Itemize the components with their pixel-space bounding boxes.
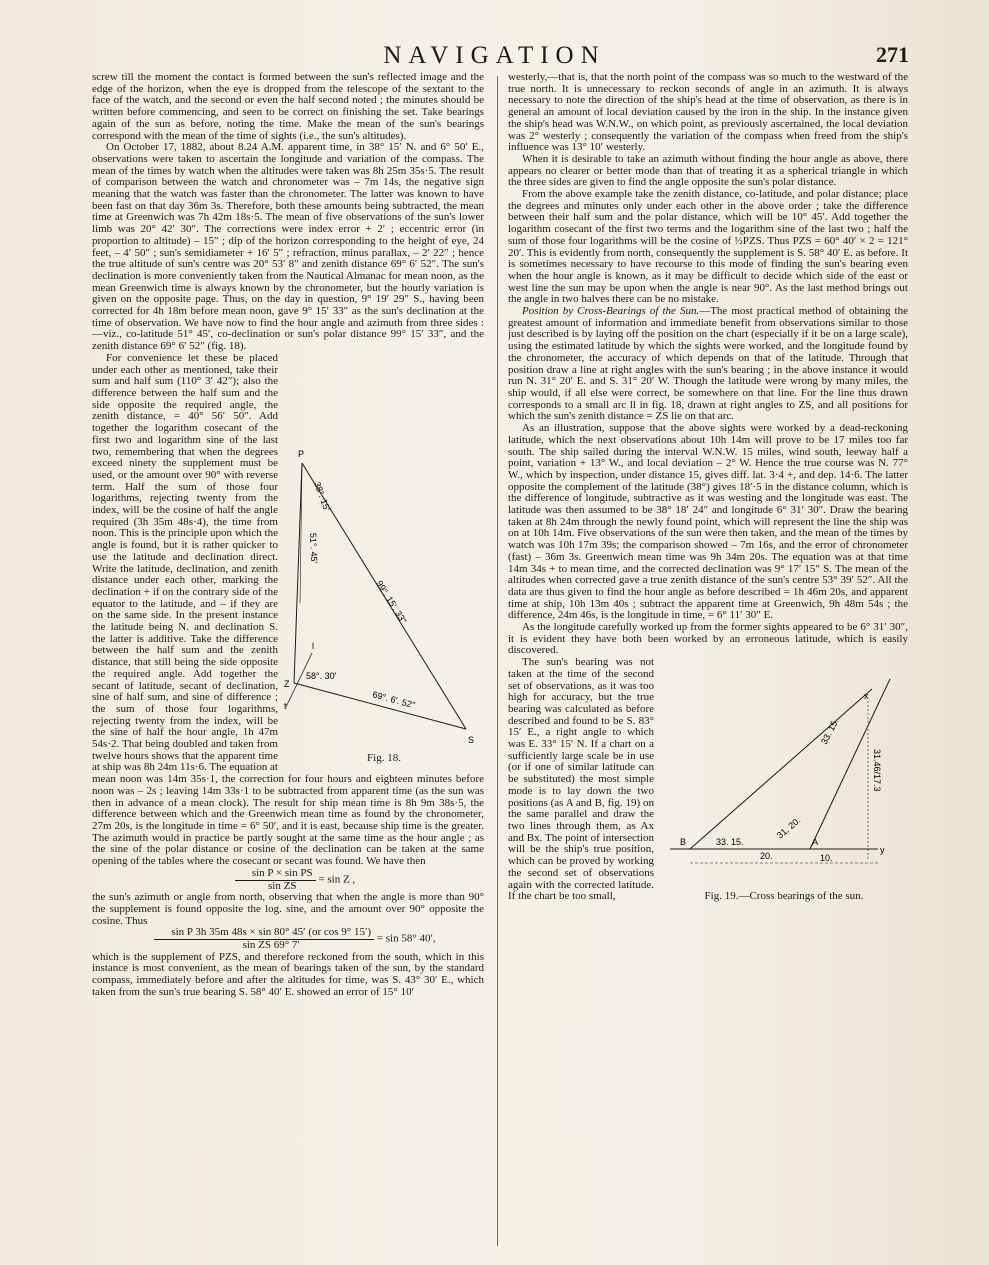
left-paragraph-3: For convenience let these be placed under each other as mentioned, take their sum and half sum (110° 3′ 42″); also the difference between the half sum and the side opposite the required angle, the zenith distance, = 40° 56′ 50″. Add together the logarithm cosecant of the first two and logarithm sine of the last two, remembering that when the degrees exceed ninety the supplement must be used, or the amount over 90° with reverse term. Half the sum of those four logarithms, rejecting twenty from the index, will be the cosine of half the angle required (3h 35m 48s·4), the time from noon. This is the principle upon which the angle is found, but it is rather quicker to use the latitude and declination direct. Write the latitude, declination, and zenith distance under each other, marking the declination + if on the contrary side of the equator to the latitude, and – if they are on the same side. In the present instance the latitude being N. and declination S. the latter is additive. Take the difference between the half sum and the zenith distance, that still being the side opposite the required angle. Add together the secant of latitude, secant of declination, sine of half sum, and sine of difference ; the sum of those four logarithms, rejecting twenty from the index, will be the sine of half the hour angle, 1h 47m 54s·2. That being doubled and taken from twelve hours shows that the apparent time at ship was 8h 24m 11s·6. The equation at mean noon was 14m 35s·1, the correction for four hours and eighteen minutes before noon was – 2s ; leaving 14m 33s·1 to be subtracted from apparent time (as the sun was then in advance of a mean clock). The result for ship mean time is 8h 9m 38s·5, the difference between which and the Greenwich mean time as found by the chronometer, 27m 20s, is the longitude in time = 6° 50′, and it is east, because ship time is the greater. The azimuth would in practice be partly sought at the same time as the hour angle ; as the sine of the polar distance or cosine of the declination can be taken at the same opening of the tables where the cosecant or secant was found. We have then [92,351,484,868]
label-31-20: 31. 20. [774,815,803,841]
right-paragraph-7: The sun's bearing was not taken at the time of the second set of observations, as it was too high for accuracy, but the true bearing was calculated as before described and found to be S. 83° 15′ E., a right angle to which was E. 33° 15′ N. If a chart on a sufficiently large scale be in use (or if one of similar latitude can be substituted) the most simple mode is to lay down the two positions (as A and B, fig. 19) on the same parallel and draw the two lines through them, as Ax and Bx. The point of intersection will be the ship's true position, which can be proved by working the second set of observations again with the corrected latitude. If the chart be too small, [508,656,654,903]
label-l: l [312,640,314,651]
right-paragraph-3: From the above example take the zenith distance, co-latitude, and polar distance; place the degrees and minutes only under each other in the above order ; take the difference between their half sum and the polar distance, which will be 10° 45′. Add together the logarithm cosecant of the first two terms and the logarithm sine of the last two ; half the sum of those four logarithms will be the cosine of ½PZS. Thus PZS = 60° 40′ × 2 = 121° 20′. This is evidently from north, consequently the supplement is S. 58° 40′ E. as before. It is sometimes necessary to have recourse to this mode of finding the sun's bearing even when the hour angle is known, as it may be difficult to decide which side of the east or west line the sun may be upon when the angle is near 90°. As the last method brings out the angle in two halves there can be no mistake. [508,188,908,306]
label-33-15-b: 33. 15. [716,837,744,848]
figure-19-caption: Fig. 19.—Cross bearings of the sun. [704,890,864,903]
label-b: B [680,837,687,848]
formula-1-rhs: = sin Z , [318,873,356,886]
right-paragraph-2: When it is desirable to take an azimuth without finding the hour angle as above, there appears no clearer or better mode than that of treating it as a spherical triangle in which the three sides are given to find the angle opposite the sun's polar distance. [508,152,908,189]
formula-2 [92,927,484,951]
line-bx [690,689,872,849]
right-paragraph-5: As an illustration, suppose that the above sights were worked by a dead-reckoning latitude, which the next observations about 10h 14m will prove to be 17 miles too far south. The ship sailed during the interval W.N.W. 15 miles, wind south, leeway half a point, variation + 13° W., and local deviation – 2° W. Hence the true course was N. 77° W., which by inspection, under distance 15, gives diff. lat. 3·4 +, and dep. 14·6. The latter opposite the complement of the latitude (38°) gives 18′·5 in the distance column, which is the difference of longitude, subtractive as it was westing and the longitude was east. The latitude was then assumed to be 38° 18′ 24″ and longitude 6° 31′ 30″. Draw the bearing taken at 8h 24m through the newly found point, which will represent the line the ship was on at 10h 14m. Five observations of the sun were then taken, and the mean of the times by watch was 10h 17m 39s; the comparison showed – 7m 16s, and the error of chronometer (fast) – 36m 3s. Greenwich mean time was 9h 34m 20s. The equation was at that time 14m 34s + to mean time, and the corrected declination was 9° 17′ 15″ S. The mean of the altitudes when corrected gave a true zenith distance of the sun's centre 53° 39′ 52″. All the data are thus given to find the hour angle as before described = 1h 46m 20s, and apparent time at ship, 10h 13m 40s ; subtract the apparent time at Greenwich, 9h 48m 54s ; the difference, 24m 46s, is the longitude in time, = 6° 11′ 30″ E. [508,422,908,622]
right-paragraph-4-text: —The most practical method of obtaining the greatest amount of information and immediate benefit from observations similar to those just described is by laying off the position on the chart (especially if it be on a large scale), using the estimated latitude by which the sights were worked, and the longitude found by the chronometer, the accuracy of which depends on that of the latitude. Through that position draw a line at right angles with the sun's bearing ; in the above instance it would run N. 31° 20′ E. and S. 31° 20′ W. Though the latitude were wrong by many miles, the ship would, if all else were correct, be somewhere on that line. For the line thus drawn corresponds to a small arc ll in fig. 18, drawn at right angles to ZS, and all positions for which the sun's zenith distance = ZS lie on that arc. [508,305,908,423]
label-y: y [880,845,885,856]
label-p: P [298,448,305,459]
section-heading-cross-bearings: Position by Cross-Bearings of the Sun. [522,305,700,318]
label-right-side: 31.46/17.3 [872,749,882,792]
formula-1-fraction [235,868,316,892]
figure-18-diagram [284,353,484,753]
formula-2-rhs: = sin 58° 40′, [376,933,436,946]
formula-1 [92,868,484,892]
column-divider [497,76,498,1246]
formula-2-numerator: sin P 3h 35m 48s × sin 80° 45′ (or cos 9° 15′) [154,927,374,940]
label-a: A [812,837,819,848]
label-z: Z [284,678,290,689]
figure-19 [660,659,908,909]
right-paragraph-6: As the longitude carefully worked up from the former sights appeared to be 6° 31′ 30″, it is evident they have both been worked by an erroneous latitude, which is easily discovered. [508,621,908,657]
label-zs-side: 69°. 6'. 52" [371,689,417,711]
right-column [508,72,908,1247]
label-s: S [468,734,475,745]
label-10: 10. [820,853,833,864]
figure-19-diagram [660,659,908,891]
label-x: x [864,691,869,702]
label-pz-side: 51°. 45' [308,532,320,564]
label-t: t [284,700,287,711]
formula-2-fraction [154,927,374,951]
figure-18 [284,353,484,768]
left-paragraph-1: screw till the moment the contact is formed between the sun's reflected image and the edge of the horizon, when the eye is dropped from the telescope of the sextant to the face of the watch, and the second or even the half second noted ; the minutes should be written before commencing, and seen to be correct on finishing the set. Take bearings again of the sun as before, noting the time. Make the mean of the sun's bearings correspond with the mean of the time of sights (i.e., the sun's altitudes). [92,72,484,142]
figure-18-caption: Fig. 18. [367,751,401,764]
formula-1-numerator: sin P × sin PS [235,868,316,881]
formula-2-denominator: sin ZS 69° 7′ [242,939,300,952]
left-paragraph-4: the sun's azimuth or angle from north, observing that when the angle is more than 90° the supplement is found opposite the log. sine, and the amount over 90° opposite the cosine. Thus [92,891,484,927]
line-pz [294,463,302,683]
label-pl-side: 38°. 15' [312,480,332,513]
page-title: NAVIGATION [383,42,606,69]
right-paragraph-4 [508,306,908,423]
left-paragraph-2: On October 17, 1882, about 8.24 A.M. apparent time, in 38° 15′ N. and 6° 50′ E., observations were taken to ascertain the longitude and variation of the compass. The mean of the times by watch when the altitudes were taken was 8h 25m 35s·5. The result of comparison between the watch and chronometer was – 7m 14s, the negative sign meaning that the watch was faster than the chronometer. The latter was known to have been fast on that day 36m 3s. Therefore, both these amounts being subtracted, the mean time at Greenwich was 7h 42m 18s·5. The mean of five observations of the sun's lower limb was 20° 42′ 30″. The corrections were index error + 2′ ; eccentric error (in proportion to altitude) – 15″ ; dip of the horizon corresponding to the height of eye, 24 feet, – 4′ 50″ ; sun's semidiameter + 16′ 5″ ; refraction, minus parallax, – 2′ 22″ ; hence the true altitude of sun's centre was 20° 53′ 8″ and zenith distance 69° 6′ 52″. The sun's declination is more conveniently taken from the Nautical Almanac for mean noon, as the mean Greenwich time is always known by the chronometer, but the hourly variation is given on the opposite page. Thus, on the day in question, 9° 19′ 29″ S., having been corrected for 4h 18m before mean noon, gave 9° 15′ 33″ as the sun's declination at the time of observation. We have now to find the hour angle and azimuth from three sides :—viz., co-latitude 51° 45′, co-declination or sun's polar distance 99° 15′ 33″, and the zenith distance 69° 6′ 52″ (fig. 18). [92,141,484,353]
left-paragraph-5: which is the supplement of PZS, and therefore reckoned from the south, which in this instance is most convenient, as the mean of bearings taken of the sun, by the standard compass, immediately before and after the altitudes for time, was S. 43° 30′ E., which taken from the sun's true bearing S. 58° 40′ E. showed an error of 15° 10′ [92,950,484,998]
left-column [92,72,484,1247]
page-number: 271 [876,42,909,67]
label-33-15-a: 33. 15. [818,717,841,747]
label-ps-side: 99°. 15'. 33" [374,578,409,626]
right-paragraph-1: westerly,—that is, that the north point of the compass was so much to the westward of the true north. It is unnecessary to reckon seconds of angle in an azimuth. It is always necessary to note the direction of the ship's head at the time of observation, as there is in general an amount of local deviation caused by the iron in the ship. In the instance given the ship's head was W.N.W., on which point, as previously ascertained, the local deviation was 2° westerly ; consequently the variation of the compass when freed from the ship's influence was 13° 10′ westerly. [508,72,908,154]
label-z-angle: 58°. 30' [306,670,337,681]
label-20: 20. [760,851,773,862]
formula-1-denominator: sin ZS [268,879,297,892]
